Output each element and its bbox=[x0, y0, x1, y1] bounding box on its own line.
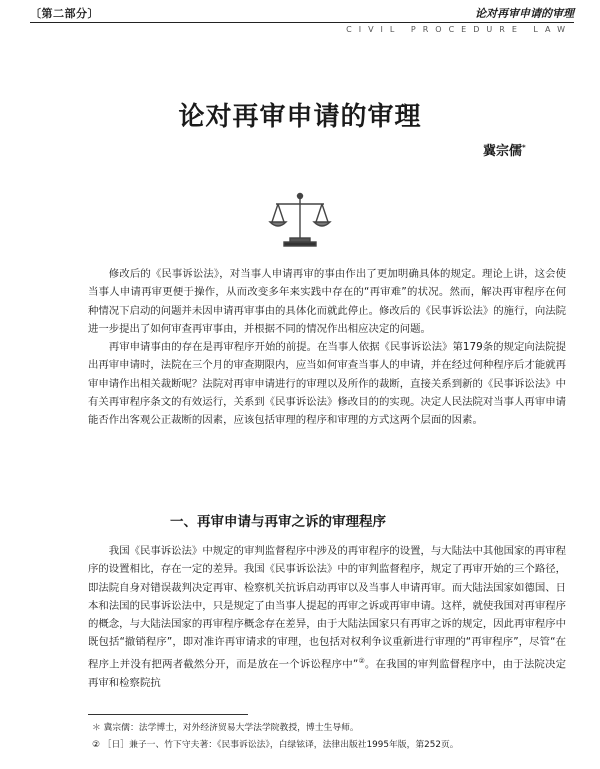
running-header bbox=[30, 4, 574, 23]
intro-text bbox=[88, 265, 566, 430]
journal-subtitle: CIVIL PROCEDURE LAW bbox=[346, 25, 572, 34]
article-title: 论对再审申请的审理 bbox=[178, 102, 422, 132]
footnote-2: ② ［日］兼子一、竹下守夫著：《民事诉讼法》，白绿铉译，法律出版社1995年版，第252页。 bbox=[92, 739, 459, 750]
section-paragraph-main: 我国《民事诉讼法》中规定的审判监督程序中涉及的再审程序的设置，与大陆法中其他国家的再审程序的设置相比，存在一定的差异。我国《民事诉讼法》中的审判监督程序，规定了再审开始的三个路径，即法院自身对错误裁判决定再审、检察机关抗诉启动再审以及当事人申请再审。而大陆法国家如德国、日本和法国的民事诉讼法中，只是规定了由当事人提起的再审之诉或再审申请。这样，就使我国对再审程序的概念，与大陆法国家的再审程序概念存在差异，由于大陆法国家只有再审之诉的规定，因此再审程序中既包括“撤销程序”，即对准许再审请求的审理，也包括对权利争议重新进行审理的“再审程序”，尽管“在程序上并没有把两者截然分开，而是放在一个诉讼程序中” bbox=[88, 545, 566, 671]
footnote-rule bbox=[88, 714, 248, 715]
section-paragraph bbox=[88, 542, 566, 692]
section-heading: 一、再审申请与再审之诉的审理程序 bbox=[170, 514, 386, 530]
footnotes bbox=[92, 720, 562, 753]
scales-of-justice-icon bbox=[268, 190, 332, 248]
intro-paragraph-1: 修改后的《民事诉讼法》，对当事人申请再审的事由作出了更加明确具体的规定。理论上讲，这会使当事人申请再审更便于操作，从而改变多年来实践中存在的“再审难”的状况。然而，解决再审程序在何种情况下启动的问题并未因申请再审事由的具体化而就此停止。修改后的《民事诉讼法》的施行，向法院进一步提出了如何审查再审事由，并根据不同的情况作出相应决定的问题。 bbox=[88, 268, 566, 335]
section-tag: 〔第二部分〕 bbox=[30, 7, 99, 20]
intro-paragraph-2: 再审申请事由的存在是再审程序开始的前提。在当事人依据《民事诉讼法》第179条的规定向法院提出再审申请时，法院在三个月的审查期限内，应当如何审查当事人的申请，并在经过何种程序后才能就再审申请作出相关裁断呢？法院对再审申请进行的审理以及所作的裁断，直接关系到新的《民事诉讼法》中有关再审程序条文的有效运行，关系到《民事诉讼法》修改目的的实现。决定人民法院对当事人再审申请能否作出客观公正裁断的因素，应该包括审理的程序和审理的方式这两个层面的因素。 bbox=[88, 341, 566, 427]
author bbox=[483, 140, 526, 159]
author-footnote-mark: * bbox=[522, 143, 526, 152]
column-title: 论对再审申请的审理 bbox=[475, 7, 574, 20]
footnote-author: ＊ 冀宗儒：法学博士，对外经济贸易大学法学院教授，博士生导师。 bbox=[92, 723, 359, 733]
section-text bbox=[88, 542, 566, 692]
footnote-ref: ② bbox=[358, 656, 365, 665]
section-paragraph-tail: 。在我国的审判监督程序中，由于法院决定再审和检察院抗 bbox=[88, 658, 566, 689]
author-name: 冀宗儒 bbox=[483, 144, 523, 159]
